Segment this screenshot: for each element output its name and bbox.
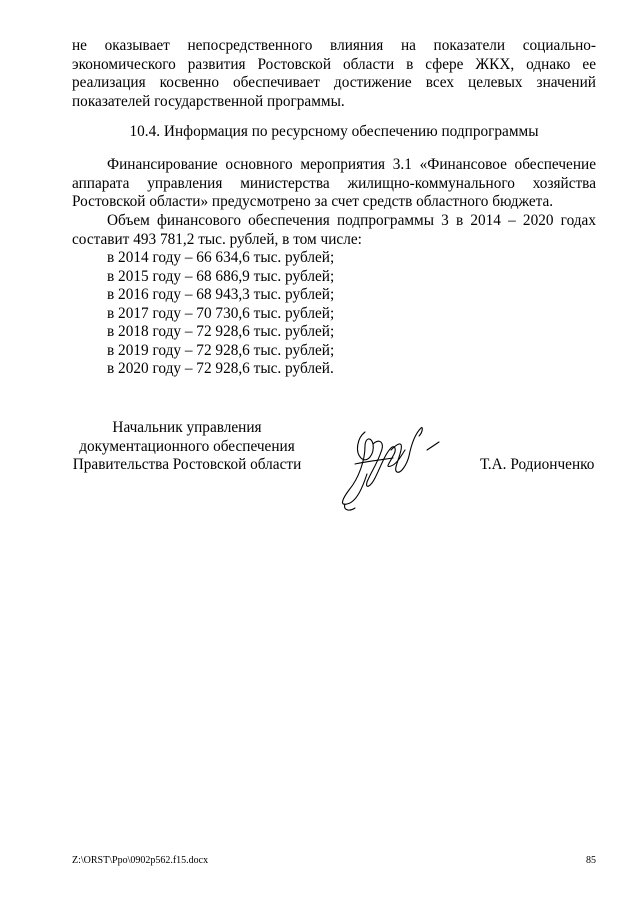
year-amount-item: в 2014 году – 66 634,6 тыс. рублей; [107,249,335,266]
footer-file-path: Z:\ORST\Ppo\0902p562.f15.docx [72,855,209,866]
year-amount-item: в 2015 году – 68 686,9 тыс. рублей; [107,267,335,285]
year-amount-item: в 2019 году – 72 928,6 тыс. рублей; [107,341,335,359]
year-amount-item: в 2018 году – 72 928,6 тыс. рублей; [107,323,335,340]
footer-page-number: 85 [586,855,596,866]
handwritten-signature-icon [335,420,445,515]
signer-name: Т.А. Родионченко [480,456,595,473]
year-amount-item: в 2020 году – 72 928,6 тыс. рублей. [107,360,334,377]
signer-position-line: документационного обеспечения [79,437,295,455]
signer-position-line: Правительства Ростовской области [72,456,302,473]
year-amount-item: в 2016 году – 68 943,3 тыс. рублей; [107,286,335,303]
signer-position [62,419,312,475]
volume-paragraph: Объем финансового обеспечения подпрограммы 3 в 2014 – 2020 годах составит 493 781,2 тыс. рублей, в том числе: [72,212,596,248]
yearly-amounts-list [107,249,334,379]
financing-paragraph: Финансирование основного мероприятия 3.1 «Финансовое обеспечение аппарата управления министерства жилищно-коммунального хозяйства Ростовской области» предусмотрено за счет средств областного бюджета. [72,156,596,210]
section-heading: 10.4. Информация по ресурсному обеспечению подпрограммы [129,123,539,140]
intro-paragraph: не оказывает непосредственного влияния на показатели социально-экономического развития Ростовской области в сфере ЖКХ, однако ее реализация косвенно обеспечивает достижение всех целевых значений показателей государственной программы. [72,37,596,110]
signer-position-line: Начальник управления [112,419,262,436]
year-amount-item: в 2017 году – 70 730,6 тыс. рублей; [107,304,335,322]
